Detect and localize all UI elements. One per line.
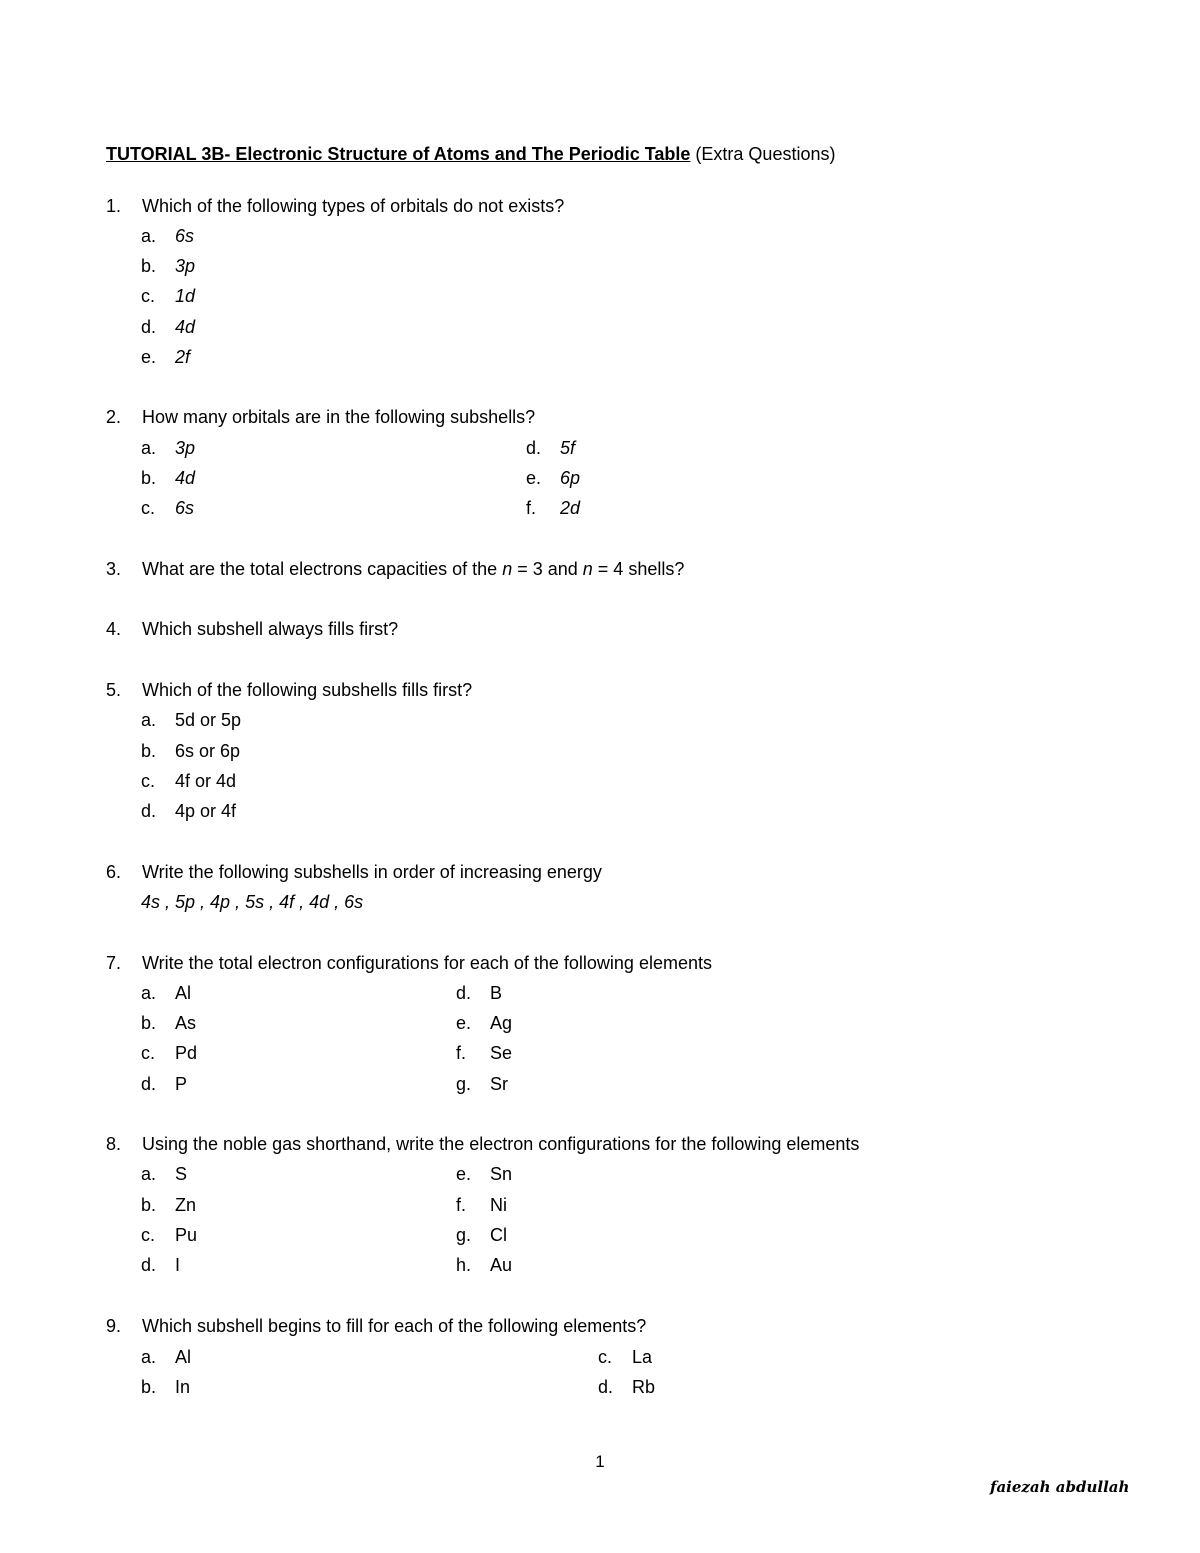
question-6: 6. Write the following subshells in order of increasing energy <box>106 862 602 882</box>
option-5b: b. 6s or 6p <box>141 741 241 761</box>
option-2e: e. 6p <box>526 468 581 488</box>
subshell-sequence: 4s , 5p , 4p , 5s , 4f , 4d , 6s <box>141 892 364 912</box>
option-8b: b. Zn <box>141 1195 197 1215</box>
option-2c: c. 6s <box>141 498 195 518</box>
option-8d: d. I <box>141 1255 181 1275</box>
page-number: 1 <box>595 1452 605 1471</box>
question-text: Write the total electron configurations for each of the following elements <box>142 953 712 973</box>
option-1a: a. 6s <box>141 226 195 246</box>
option-1e: e. 2f <box>141 347 191 367</box>
option-5c: c. 4f or 4d <box>141 771 237 791</box>
question-text: How many orbitals are in the following subshells? <box>142 407 536 427</box>
title-main: TUTORIAL 3B- Electronic Structure of Atoms and The Periodic Table <box>106 144 691 164</box>
question-text: Which of the following subshells fills first? <box>142 680 473 700</box>
option-2b: b. 4d <box>141 468 196 488</box>
title-suffix: (Extra Questions) <box>690 144 836 164</box>
option-2a: a. 3p <box>141 438 196 458</box>
option-7d: d. P <box>141 1074 188 1094</box>
question-1: 1. Which of the following types of orbitals do not exists? <box>106 196 565 216</box>
option-7d-right: d. B <box>456 983 503 1003</box>
question-5: 5. Which of the following subshells fills first? <box>106 680 473 700</box>
question-3: 3. What are the total electrons capacities of the n = 3 and n = 4 shells? <box>106 559 685 579</box>
option-8c: c. Pu <box>141 1225 198 1245</box>
option-9a: a. Al <box>141 1347 192 1367</box>
question-text: Which subshell begins to fill for each of the following elements? <box>142 1316 647 1336</box>
option-8e: e. Sn <box>456 1164 513 1184</box>
question-text: Which of the following types of orbitals do not exists? <box>142 196 565 216</box>
option-9c: c. La <box>598 1347 653 1367</box>
option-7a: a. Al <box>141 983 192 1003</box>
option-9b: b. In <box>141 1377 191 1397</box>
option-9d: d. Rb <box>598 1377 656 1397</box>
option-2f: f. 2d <box>526 498 581 518</box>
option-7c: c. Pd <box>141 1043 198 1063</box>
option-2d: d. 5f <box>526 438 576 458</box>
option-8a: a. S <box>141 1164 188 1184</box>
option-7f: f. Se <box>456 1043 513 1063</box>
question-9: 9. Which subshell begins to fill for each of the following elements? <box>106 1316 647 1336</box>
option-5a: a. 5d or 5p <box>141 710 242 730</box>
question-4: 4. Which subshell always fills first? <box>106 619 399 639</box>
question-text: Using the noble gas shorthand, write the electron configurations for the following elements <box>142 1134 860 1154</box>
question-8: 8. Using the noble gas shorthand, write the electron configurations for the following elements <box>106 1134 860 1154</box>
option-7e: e. Ag <box>456 1013 513 1033</box>
option-1c: c. 1d <box>141 286 196 306</box>
question-7: 7. Write the total electron configurations for each of the following elements <box>106 953 712 973</box>
option-8f: f. Ni <box>456 1195 507 1215</box>
option-8h: h. Au <box>456 1255 513 1275</box>
author-signature: faiezah abdullah <box>990 1478 1130 1496</box>
option-8g: g. Cl <box>456 1225 507 1245</box>
option-7b: b. As <box>141 1013 197 1033</box>
question-text: Write the following subshells in order of increasing energy <box>142 862 602 882</box>
option-5d: d. 4p or 4f <box>141 801 237 821</box>
question-text: Which subshell always fills first? <box>142 619 399 639</box>
option-1d: d. 4d <box>141 317 196 337</box>
question-2: 2. How many orbitals are in the following subshells? <box>106 407 536 427</box>
option-7g: g. Sr <box>456 1074 508 1094</box>
option-1b: b. 3p <box>141 256 196 276</box>
page-title <box>106 144 835 165</box>
